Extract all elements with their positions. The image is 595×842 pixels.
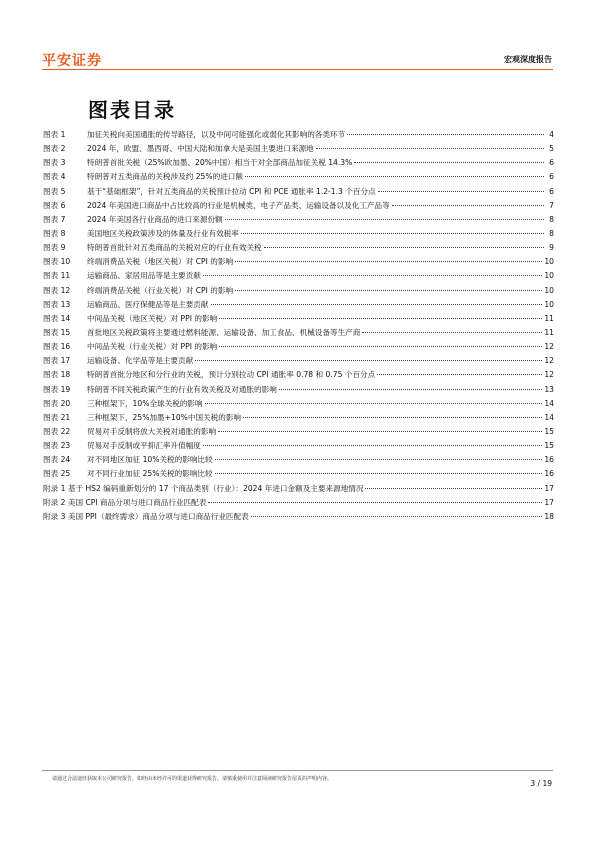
toc-entry[interactable] — [43, 128, 554, 142]
toc-entry-title: 特朗普对五类商品的关税涉及约 25%的进口额 — [87, 172, 243, 182]
toc-entry-page: 10 — [544, 271, 554, 281]
toc-entry[interactable] — [43, 368, 554, 382]
toc-entry-page: 11 — [544, 313, 554, 323]
toc-entry-title: 附录 1 基于 HS2 编码重新划分的 17 个商品类别（行业）：2024 年进口金额及主要来源地情况 — [43, 483, 364, 493]
toc-entry-page: 6 — [549, 172, 554, 182]
toc-entry-label: 图表 12 — [43, 285, 71, 295]
toc-entry-page: 11 — [544, 327, 554, 337]
toc-entry-label: 图表 4 — [43, 172, 66, 182]
toc-entry-page: 8 — [549, 214, 554, 224]
toc-entry-title: 终端消费品关税（地区关税）对 CPI 的影响 — [87, 257, 234, 267]
toc-dot-leader — [245, 176, 544, 177]
toc-entry-page: 17 — [544, 497, 554, 507]
toc-dot-leader — [264, 247, 544, 248]
toc-entry-title: 特朗普不同关税政策产生的行业有效关税及对通胀的影响 — [87, 384, 277, 394]
toc-entry-title: 中间品关税（地区关税）对 PPI 的影响 — [87, 313, 218, 323]
toc-entry-title: 附录 3 美国 PPI（最终需求）商品分项与进口商品行业匹配表 — [43, 511, 249, 521]
toc-entry-title: 特朗普首批分地区和分行业的关税，预计分别拉动 CPI 通胀率 0.78 和 0.75 个百分点 — [87, 370, 376, 380]
toc-entry-label: 图表 17 — [43, 356, 71, 366]
toc-entry-label: 图表 22 — [43, 426, 71, 436]
toc-entry[interactable] — [43, 269, 554, 283]
toc-dot-leader — [316, 148, 544, 149]
toc-entry[interactable] — [43, 510, 554, 524]
toc-dot-leader — [347, 134, 544, 135]
toc-entry-page: 14 — [544, 398, 554, 408]
toc-entry-label: 图表 14 — [43, 313, 71, 323]
toc-entry[interactable] — [43, 397, 554, 411]
toc-entry-title: 贸易对手反制或平抑汇率升值幅度 — [87, 441, 201, 451]
toc-entry-page: 10 — [544, 299, 554, 309]
toc-entry-label: 图表 11 — [43, 271, 71, 281]
header-divider — [42, 69, 553, 70]
toc-dot-leader — [243, 417, 542, 418]
toc-entry-label: 图表 18 — [43, 370, 71, 380]
toc-entry-title: 对不同地区加征 10%关税的影响比较 — [87, 455, 213, 465]
toc-entry-label: 图表 21 — [43, 412, 71, 422]
toc-dot-leader — [219, 318, 542, 319]
toc-dot-leader — [362, 332, 542, 333]
toc-entry-label: 图表 24 — [43, 455, 71, 465]
toc-entry[interactable] — [43, 185, 554, 199]
toc-entry-title: 2024 年，欧盟、墨西哥、中国大陆和加拿大是美国主要进口来源地 — [87, 144, 314, 154]
toc-entry[interactable] — [43, 312, 554, 326]
toc-dot-leader — [215, 473, 543, 474]
toc-entry-title: 特朗普首批针对五类商品的关税对应的行业有效关税 — [87, 243, 262, 253]
toc-entry-page: 15 — [544, 426, 554, 436]
report-type-label: 宏观深度报告 — [504, 55, 552, 64]
toc-entry-title: 2024 年美国进口商品中占比较高的行业是机械类、电子产品类、运输设备以及化工产品等 — [87, 200, 390, 210]
toc-entry-page: 14 — [544, 412, 554, 422]
toc-entry[interactable] — [43, 482, 554, 496]
toc-entry[interactable] — [43, 199, 554, 213]
toc-dot-leader — [235, 261, 542, 262]
toc-entry-page: 8 — [549, 228, 554, 238]
toc-dot-leader — [241, 233, 544, 234]
toc-entry-title: 运输设备、化学品等是主要贡献 — [87, 356, 194, 366]
toc-entry-page: 18 — [544, 511, 554, 521]
toc-entry-label: 图表 25 — [43, 469, 71, 479]
toc-dot-leader — [215, 459, 543, 460]
toc-dot-leader — [354, 162, 544, 163]
toc-dot-leader — [392, 205, 544, 206]
toc-entry-label: 图表 19 — [43, 384, 71, 394]
toc-entry-title: 附录 2 美国 CPI 商品分项与进口商品行业匹配表 — [43, 497, 207, 507]
toc-entry-title: 加征关税向美国通胀的传导路径，以及中间可能强化或弱化其影响的各类环节 — [87, 130, 346, 139]
toc-title: 图表目录 — [88, 98, 176, 122]
toc-entry-title: 终端消费品关税（行业关税）对 CPI 的影响 — [87, 285, 234, 295]
toc-entry-title: 对不同行业加征 25%关税的影响比较 — [87, 469, 213, 479]
toc-entry[interactable] — [43, 354, 554, 368]
toc-entry[interactable] — [43, 213, 554, 227]
toc-entry-page: 4 — [549, 130, 554, 139]
page-number: 3 / 19 — [530, 779, 552, 788]
toc-entry-label: 图表 15 — [43, 327, 71, 337]
toc-entry-label: 图表 8 — [43, 228, 66, 238]
footer-disclaimer: 请通过合法途径获取本公司研究报告，如经由未经许可的渠道获得研究报告，请慎重使用并注意阅读研究报告尾页的声明内容。 — [52, 776, 333, 782]
toc-entry[interactable] — [43, 227, 554, 241]
toc-dot-leader — [205, 403, 543, 404]
toc-entry-label: 图表 10 — [43, 257, 71, 267]
toc-entry-label: 图表 9 — [43, 243, 66, 253]
toc-dot-leader — [218, 431, 542, 432]
toc-entry[interactable] — [43, 284, 554, 298]
toc-entry[interactable] — [43, 255, 554, 269]
toc-entry-label: 图表 7 — [43, 214, 66, 224]
toc-entry[interactable] — [43, 340, 554, 354]
toc-entry-page: 9 — [549, 243, 554, 253]
toc-entry-label: 图表 2 — [43, 144, 66, 154]
toc-entry[interactable] — [43, 298, 554, 312]
toc-entry-page: 6 — [549, 186, 554, 196]
company-logo: 平安证券 — [42, 53, 102, 69]
toc-dot-leader — [235, 290, 542, 291]
toc-entry[interactable] — [43, 467, 554, 481]
toc-entry-title: 基于“基础框架”，针对五类商品的关税预计拉动 CPI 和 PCE 通胀率 1.2-1.3 个百分点 — [87, 186, 376, 196]
toc-entry[interactable] — [43, 326, 554, 340]
toc-entry[interactable] — [43, 496, 554, 510]
toc-entry-page: 6 — [549, 158, 554, 168]
toc-entry[interactable] — [43, 439, 554, 453]
toc-entry-page: 13 — [544, 384, 554, 394]
toc-entry-page: 10 — [544, 257, 554, 267]
toc-entry-title: 首批地区关税政策将主要通过燃料能源、运输设备、加工食品、机械设备等生产商 — [87, 327, 361, 337]
toc-entry[interactable] — [43, 142, 554, 156]
toc-entry-title: 特朗普首批关税（25%欧加墨、20%中国）相当于对全部商品加征关税 14.3% — [87, 158, 353, 168]
toc-entry-page: 15 — [544, 441, 554, 451]
toc-entry-page: 5 — [549, 144, 554, 154]
toc-entry[interactable] — [43, 411, 554, 425]
toc-entry-label: 图表 20 — [43, 398, 71, 408]
toc-list — [43, 128, 554, 524]
toc-entry-label: 图表 16 — [43, 342, 71, 352]
toc-entry[interactable] — [43, 453, 554, 467]
toc-entry-label: 图表 5 — [43, 186, 66, 196]
toc-dot-leader — [225, 219, 544, 220]
toc-entry-page: 7 — [549, 200, 554, 210]
toc-entry-title: 中间品关税（行业关税）对 PPI 的影响 — [87, 342, 218, 352]
toc-entry-page: 16 — [544, 455, 554, 465]
toc-dot-leader — [378, 191, 544, 192]
toc-entry[interactable] — [43, 170, 554, 184]
toc-dot-leader — [203, 445, 542, 446]
toc-entry[interactable] — [43, 425, 554, 439]
toc-entry-page: 12 — [544, 356, 554, 366]
toc-entry-title: 贸易对手反制将放大关税对通胀的影响 — [87, 426, 217, 436]
toc-dot-leader — [203, 275, 542, 276]
toc-entry-title: 运输商品、家居用品等是主要贡献 — [87, 271, 201, 281]
toc-entry-page: 10 — [544, 285, 554, 295]
toc-entry[interactable] — [43, 383, 554, 397]
toc-entry-title: 美国地区关税政策涉及的体量及行业有效税率 — [87, 228, 239, 238]
toc-entry-title: 三种框架下，10%全球关税的影响 — [87, 398, 203, 408]
toc-dot-leader — [219, 346, 542, 347]
toc-entry-title: 2024 年美国各行业商品的进口来源份额 — [87, 214, 223, 224]
toc-entry-label: 图表 1 — [43, 130, 66, 139]
toc-entry-label: 图表 3 — [43, 158, 66, 168]
toc-dot-leader — [211, 304, 543, 305]
toc-entry-label: 图表 6 — [43, 200, 66, 210]
toc-entry[interactable] — [43, 156, 554, 170]
toc-dot-leader — [377, 374, 542, 375]
toc-entry[interactable] — [43, 241, 554, 255]
toc-entry-page: 16 — [544, 469, 554, 479]
toc-dot-leader — [279, 389, 542, 390]
toc-dot-leader — [365, 488, 542, 489]
toc-entry-title: 运输商品、医疗保健品等是主要贡献 — [87, 299, 209, 309]
toc-entry-page: 12 — [544, 370, 554, 380]
toc-dot-leader — [208, 502, 542, 503]
toc-entry-label: 图表 13 — [43, 299, 71, 309]
toc-entry-label: 图表 23 — [43, 441, 71, 451]
footer-divider — [42, 770, 553, 771]
toc-entry-page: 17 — [544, 483, 554, 493]
toc-dot-leader — [195, 360, 542, 361]
toc-entry-title: 三种框架下，25%加墨+10%中国关税的影响 — [87, 412, 242, 422]
toc-entry-page: 12 — [544, 342, 554, 352]
toc-dot-leader — [251, 516, 543, 517]
